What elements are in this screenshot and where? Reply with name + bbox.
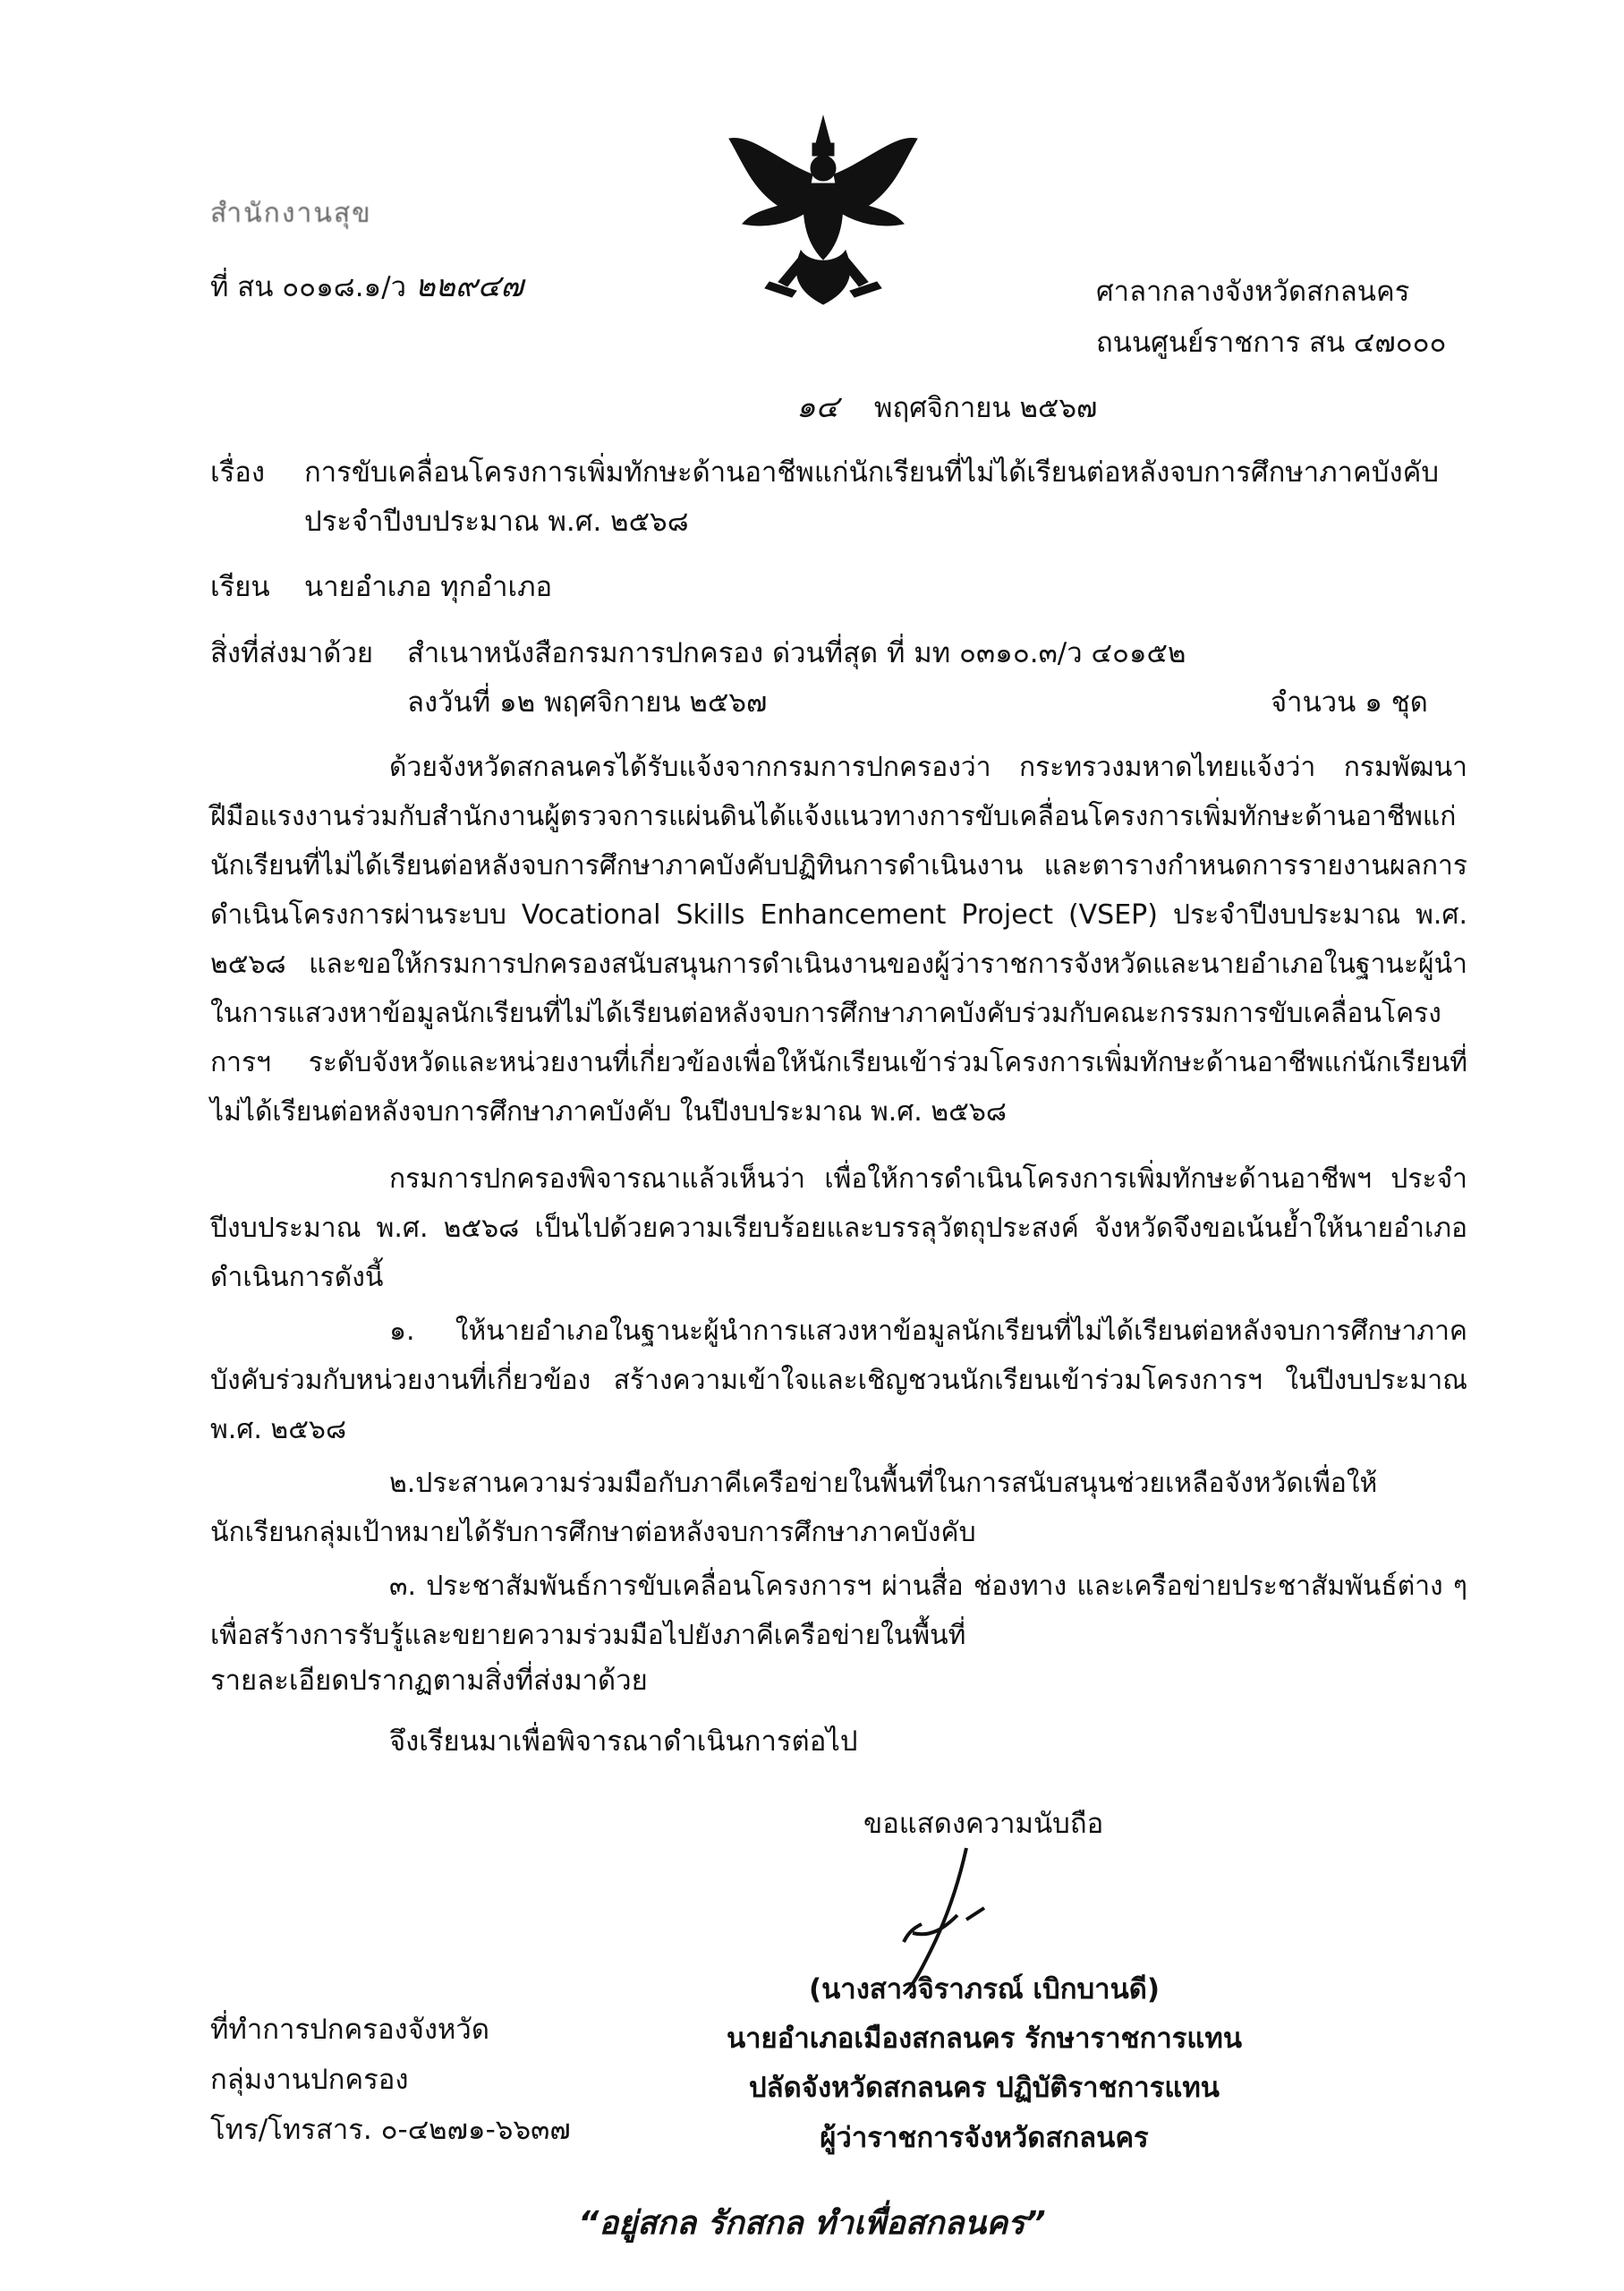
signer-title-3: ผู้ว่าราชการจังหวัดสกลนคร [820,2121,1149,2154]
enclosure-line2: ลงวันที่ ๑๒ พฤศจิกายน ๒๕๖๗ [407,686,768,719]
body-item-1 [210,1307,1467,1454]
body-item-2-text: ๒.ประสานความร่วมมือกับภาคีเครือข่ายในพื้นที่ในการสนับสนุนช่วยเหลือจังหวัดเพื่อให้นักเรียนกลุ่มเป้าหมายได้รับการศึกษาต่อหลังจบการศึกษาภาคบังคับ [210,1468,1378,1548]
body-item-3-text: ๓. ประชาสัมพันธ์การขับเคลื่อนโครงการฯ ผ่านสื่อ ช่องทาง และเครือข่ายประชาสัมพันธ์ต่าง ๆ เพื่อสร้างการรับรู้และขยายความร่วมมือไปยังภาคีเครือข่ายในพื้นที่ [210,1571,1467,1651]
subject-line2: ประจำปีงบประมาณ พ.ศ. ๒๕๖๘ [304,506,689,538]
reference-number-printed: ที่ สน ๐๐๑๘.๑/ว [210,271,407,303]
body-item-1-text: ๑. ให้นายอำเภอในฐานะผู้นำการแสวงหาข้อมูลนักเรียนที่ไม่ได้เรียนต่อหลังจบการศึกษาภาคบังคับร่วมกับหน่วยงานที่เกี่ยวข้อง สร้างความเข้าใจและเชิญชวนนักเรียนเข้าร่วมโครงการฯ ในปีงบประมาณ พ.ศ. ๒๕๖๘ [210,1316,1467,1445]
to-value: นายอำเภอ ทุกอำเภอ [304,571,553,603]
sender-office-line2: ถนนศูนย์ราชการ สน ๔๗๐๐๐ [1096,327,1447,359]
signer-title-1: นายอำเภอเมืองสกลนคร รักษาราชการแทน [726,2023,1243,2056]
body-paragraph-1 [210,743,1467,1137]
enclosure-label: สิ่งที่ส่งมาด้วย [210,637,374,669]
footer-office-line1: ที่ทำการปกครองจังหวัด [210,2014,489,2046]
document-date [796,389,1097,426]
body-item-2 [210,1459,1467,1557]
sender-office-line1: ศาลากลางจังหวัดสกลนคร [1096,276,1410,308]
footer-motto: “อยู่สกล รักสกล ทำเพื่อสกลนคร” [578,2205,1046,2242]
salutation: ขอแสดงความนับถือ [863,1808,1104,1840]
garuda-emblem-icon [716,107,931,322]
closing-line: จึงเรียนมาเพื่อพิจารณาดำเนินการต่อไป [389,1725,858,1758]
body-item-3 [210,1562,1467,1660]
date-month-year: พฤศจิกายน ๒๕๖๗ [874,392,1098,424]
body-paragraph-2 [210,1154,1467,1302]
body-paragraph-2-text: กรมการปกครองพิจารณาแล้วเห็นว่า เพื่อให้การดำเนินโครงการเพิ่มทักษะด้านอาชีพฯ ประจำปีงบประมาณ พ.ศ. ๒๕๖๘ เป็นไปด้วยความเรียบร้อยและบรรลุวัตถุประสงค์ จังหวัดจึงขอเน้นย้ำให้นายอำเภอดำเนินการดังนี้ [210,1163,1467,1293]
received-stamp: สำนักงานสุข [210,198,372,229]
footer-office-line2: กลุ่มงานปกครอง [210,2064,409,2096]
footer-phone: โทร/โทรสาร. ๐-๔๒๗๑-๖๖๓๗ [210,2114,571,2146]
reference-number-handwritten: ๒๒๙๔๗ [414,268,523,304]
enclosure-count: จำนวน ๑ ชุด [1271,686,1428,719]
enclosure-line1: สำเนาหนังสือกรมการปกครอง ด่วนที่สุด ที่ มท ๐๓๑๐.๓/ว ๔๐๑๕๒ [407,637,1186,669]
details-line: รายละเอียดปรากฏตามสิ่งที่ส่งมาด้วย [210,1665,648,1697]
subject-label: เรื่อง [210,456,266,489]
body-paragraph-1-text: ด้วยจังหวัดสกลนครได้รับแจ้งจากกรมการปกครองว่า กระทรวงมหาดไทยแจ้งว่า กรมพัฒนาฝีมือแรงงานร่วมกับสำนักงานผู้ตรวจการแผ่นดินได้แจ้งแนวทางการขับเคลื่อนโครงการเพิ่มทักษะด้านอาชีพแก่นักเรียนที่ไม่ได้เรียนต่อหลังจบการศึกษาภาคบังคับปฏิทินการดำเนินงาน และตารางกำหนดการรายงานผลการดำเนินโครงการผ่านระบบ Vocational Skills Enhancement Project (VSEP) ประจำปีงบประมาณ พ.ศ. ๒๕๖๘ และขอให้กรมการปกครองสนับสนุนการดำเนินงานของผู้ว่าราชการจังหวัดและนายอำเภอในฐานะผู้นำในการแสวงหาข้อมูลนักเรียนที่ไม่ได้เรียนต่อหลังจบการศึกษาภาคบังคับร่วมกับคณะกรรมการขับเคลื่อนโครงการฯ ระดับจังหวัดและหน่วยงานที่เกี่ยวข้องเพื่อให้นักเรียนเข้าร่วมโครงการเพิ่มทักษะด้านอาชีพแก่นักเรียนที่ไม่ได้เรียนต่อหลังจบการศึกษาภาคบังคับ ในปีงบประมาณ พ.ศ. ๒๕๖๘ [210,752,1467,1128]
signer-title-2: ปลัดจังหวัดสกลนคร ปฏิบัติราชการแทน [749,2072,1220,2105]
date-day-handwritten: ๑๔ [796,389,839,425]
reference-number [210,268,523,305]
subject-line1: การขับเคลื่อนโครงการเพิ่มทักษะด้านอาชีพแก่นักเรียนที่ไม่ได้เรียนต่อหลังจบการศึกษาภาคบังคับ [304,456,1440,489]
to-label: เรียน [210,571,270,603]
signer-name: (นางสาวจิราภรณ์ เบิกบานดี) [808,1973,1161,2006]
signature-block [680,1973,1288,2155]
